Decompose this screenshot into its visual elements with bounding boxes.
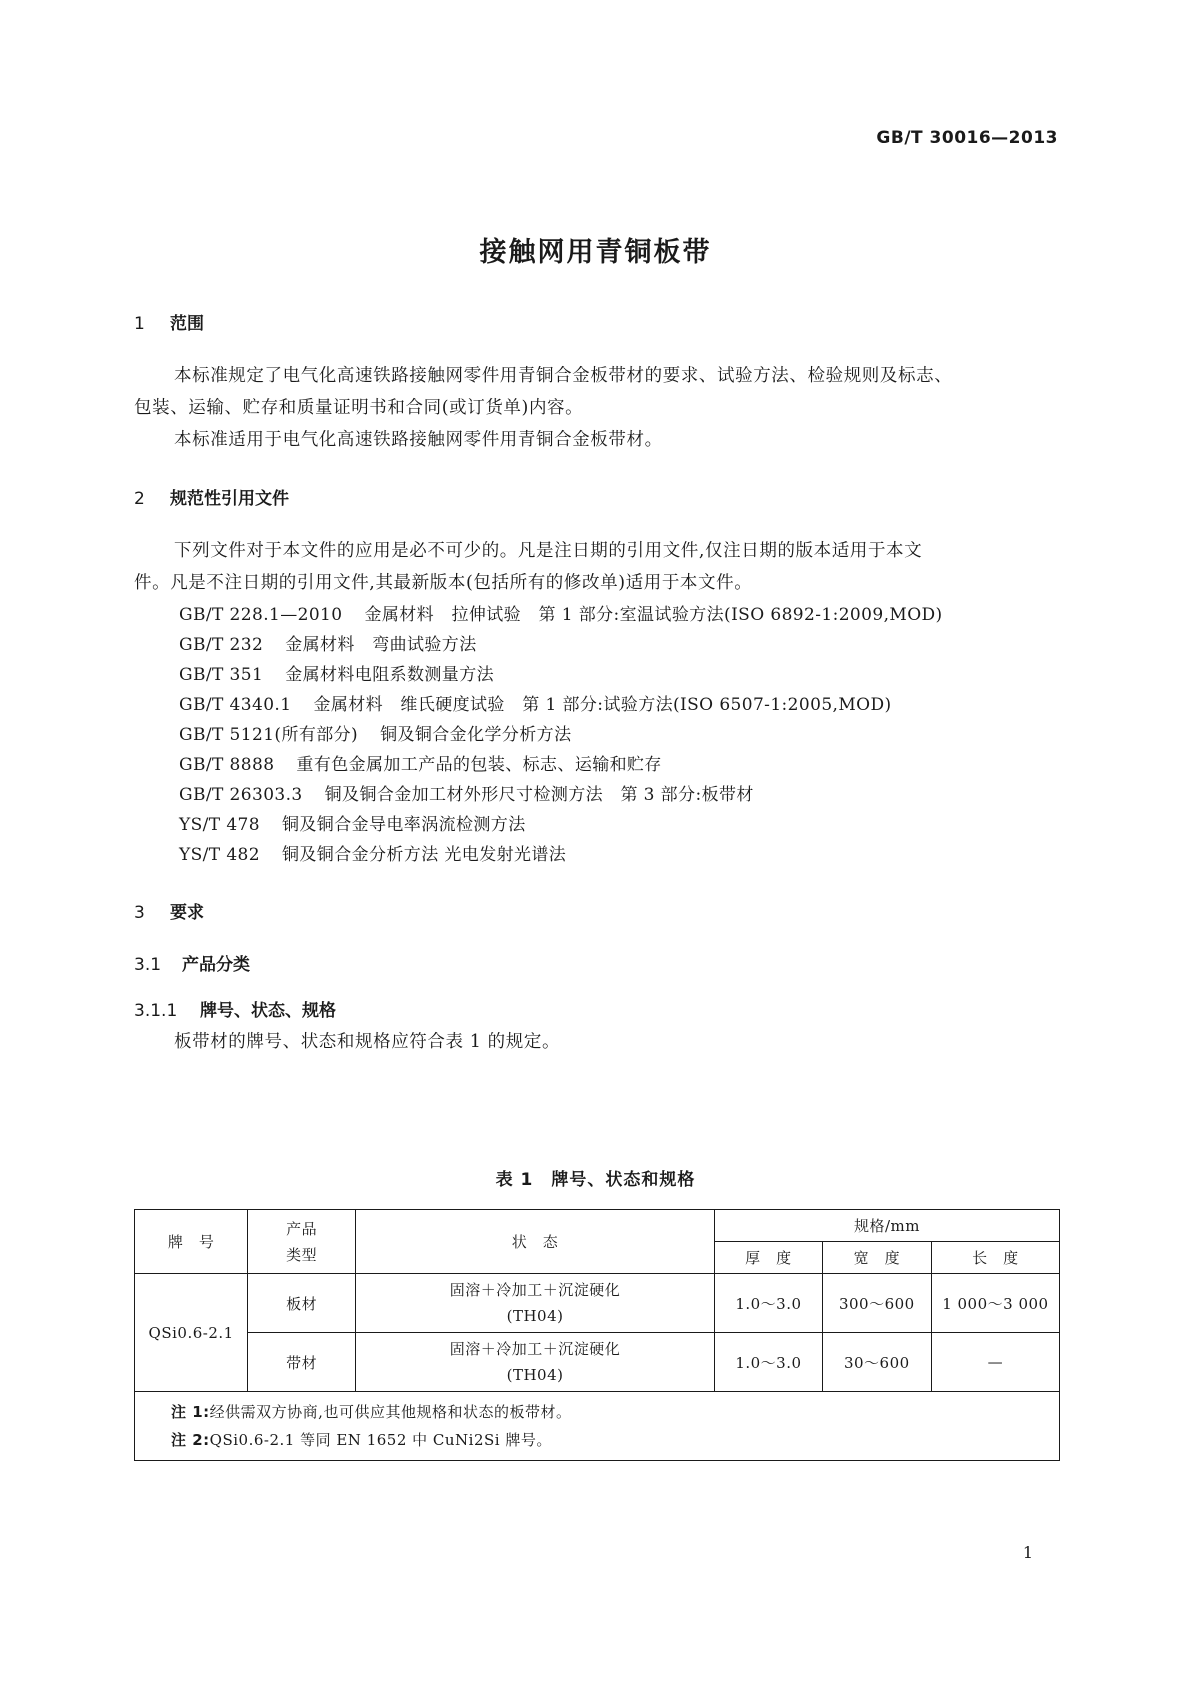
reference-item: [179, 720, 571, 745]
reference-title: 重有色金属加工产品的包装、标志、运输和贮存: [296, 755, 662, 775]
table-notes: [135, 1392, 1060, 1461]
reference-item: [179, 810, 526, 835]
table-row: [135, 1333, 1060, 1392]
section-title: 范围: [170, 314, 204, 334]
section-3-1-heading: [134, 950, 250, 975]
reference-code: GB/T 351: [179, 665, 264, 685]
section-3-1-1-heading: [134, 996, 336, 1021]
header-thickness: 厚 度: [714, 1242, 822, 1274]
reference-title: 铜及铜合金导电率涡流检测方法: [282, 815, 526, 835]
reference-title: 铜及铜合金分析方法 光电发射光谱法: [282, 845, 567, 865]
cell-thickness: 1.0～3.0: [714, 1333, 822, 1392]
table-header-row: [135, 1210, 1060, 1242]
reference-code: GB/T 8888: [179, 755, 275, 775]
section-number: 3: [134, 903, 145, 923]
reference-item: [179, 840, 566, 865]
cell-state: [356, 1333, 715, 1392]
reference-item: [179, 600, 943, 625]
reference-code: GB/T 4340.1: [179, 695, 292, 715]
note-text: 经供需双方协商,也可供应其他规格和状态的板带材。: [209, 1403, 572, 1421]
reference-code: GB/T 228.1—2010: [179, 605, 343, 625]
cell-length: 1 000～3 000: [931, 1274, 1059, 1333]
table-note: [171, 1426, 1023, 1454]
reference-item: [179, 690, 892, 715]
section-2-body: [134, 535, 1064, 599]
cell-type: 板材: [248, 1274, 356, 1333]
header-state: 状 态: [356, 1210, 715, 1274]
header-width: 宽 度: [822, 1242, 931, 1274]
header-grade: 牌 号: [135, 1210, 248, 1274]
cell-type: 带材: [248, 1333, 356, 1392]
spec-table: [134, 1209, 1060, 1461]
reference-item: [179, 750, 662, 775]
section-title: 牌号、状态、规格: [200, 1001, 336, 1021]
note-label: 注 2:: [171, 1431, 210, 1449]
reference-title: 铜及铜合金化学分析方法: [380, 725, 572, 745]
section-number: 3.1.1: [134, 1001, 178, 1021]
section-3-1-1-body: [134, 1026, 1064, 1058]
reference-code: GB/T 232: [179, 635, 264, 655]
cell-grade: QSi0.6-2.1: [135, 1274, 248, 1392]
reference-title: 金属材料 拉伸试验 第 1 部分:室温试验方法(ISO 6892-1:2009,MOD): [364, 605, 943, 625]
state-line: (TH04): [506, 1366, 564, 1384]
cell-thickness: 1.0～3.0: [714, 1274, 822, 1333]
reference-code: YS/T 482: [179, 845, 260, 865]
table-note: [171, 1398, 1023, 1426]
header-line: 产品: [286, 1219, 318, 1238]
paragraph-line: 本标准规定了电气化高速铁路接触网零件用青铜合金板带材的要求、试验方法、检验规则及标志、: [174, 366, 953, 386]
section-number: 1: [134, 314, 145, 334]
reference-code: GB/T 5121(所有部分): [179, 725, 359, 745]
paragraph-line: 件。凡是不注日期的引用文件,其最新版本(包括所有的修改单)适用于本文件。: [134, 573, 753, 593]
header-product-type: [248, 1210, 356, 1274]
reference-item: [179, 630, 477, 655]
state-line: (TH04): [506, 1307, 564, 1325]
section-3-heading: [134, 898, 204, 923]
note-label: 注 1:: [171, 1403, 210, 1421]
table-row: [135, 1274, 1060, 1333]
section-number: 3.1: [134, 955, 162, 975]
header-line: 类型: [286, 1245, 318, 1264]
cell-length: —: [931, 1333, 1059, 1392]
state-line: 固溶＋冷加工＋沉淀硬化: [449, 1281, 621, 1299]
section-1-body: [134, 360, 1064, 456]
table-caption: 表 1 牌号、状态和规格: [495, 1170, 696, 1190]
state-line: 固溶＋冷加工＋沉淀硬化: [449, 1340, 621, 1358]
reference-title: 金属材料 弯曲试验方法: [285, 635, 477, 655]
section-2-heading: [134, 484, 289, 509]
header-length: 长 度: [931, 1242, 1059, 1274]
section-number: 2: [134, 489, 145, 509]
paragraph-line: 包装、运输、贮存和质量证明书和合同(或订货单)内容。: [134, 398, 584, 418]
cell-width: 30～600: [822, 1333, 931, 1392]
paragraph-line: 本标准适用于电气化高速铁路接触网零件用青铜合金板带材。: [174, 430, 663, 450]
section-1-heading: [134, 309, 204, 334]
standard-code: GB/T 30016—2013: [876, 128, 1058, 148]
header-spec: 规格/mm: [714, 1210, 1059, 1242]
reference-code: YS/T 478: [179, 815, 260, 835]
table-notes-row: [135, 1392, 1060, 1461]
reference-item: [179, 780, 754, 805]
note-text: QSi0.6-2.1 等同 EN 1652 中 CuNi2Si 牌号。: [209, 1431, 552, 1449]
section-title: 要求: [170, 903, 204, 923]
paragraph-line: 下列文件对于本文件的应用是必不可少的。凡是注日期的引用文件,仅注日期的版本适用于本文: [174, 541, 923, 561]
page-number: 1: [1022, 1543, 1033, 1562]
section-title: 产品分类: [182, 955, 250, 975]
section-title: 规范性引用文件: [170, 489, 289, 509]
reference-title: 金属材料电阻系数测量方法: [285, 665, 495, 685]
paragraph-line: 板带材的牌号、状态和规格应符合表 1 的规定。: [174, 1032, 561, 1052]
reference-title: 金属材料 维氏硬度试验 第 1 部分:试验方法(ISO 6507-1:2005,MOD): [313, 695, 892, 715]
reference-item: [179, 660, 494, 685]
reference-title: 铜及铜合金加工材外形尺寸检测方法 第 3 部分:板带材: [324, 785, 754, 805]
reference-code: GB/T 26303.3: [179, 785, 303, 805]
document-title: 接触网用青铜板带: [479, 237, 712, 268]
cell-width: 300～600: [822, 1274, 931, 1333]
cell-state: [356, 1274, 715, 1333]
